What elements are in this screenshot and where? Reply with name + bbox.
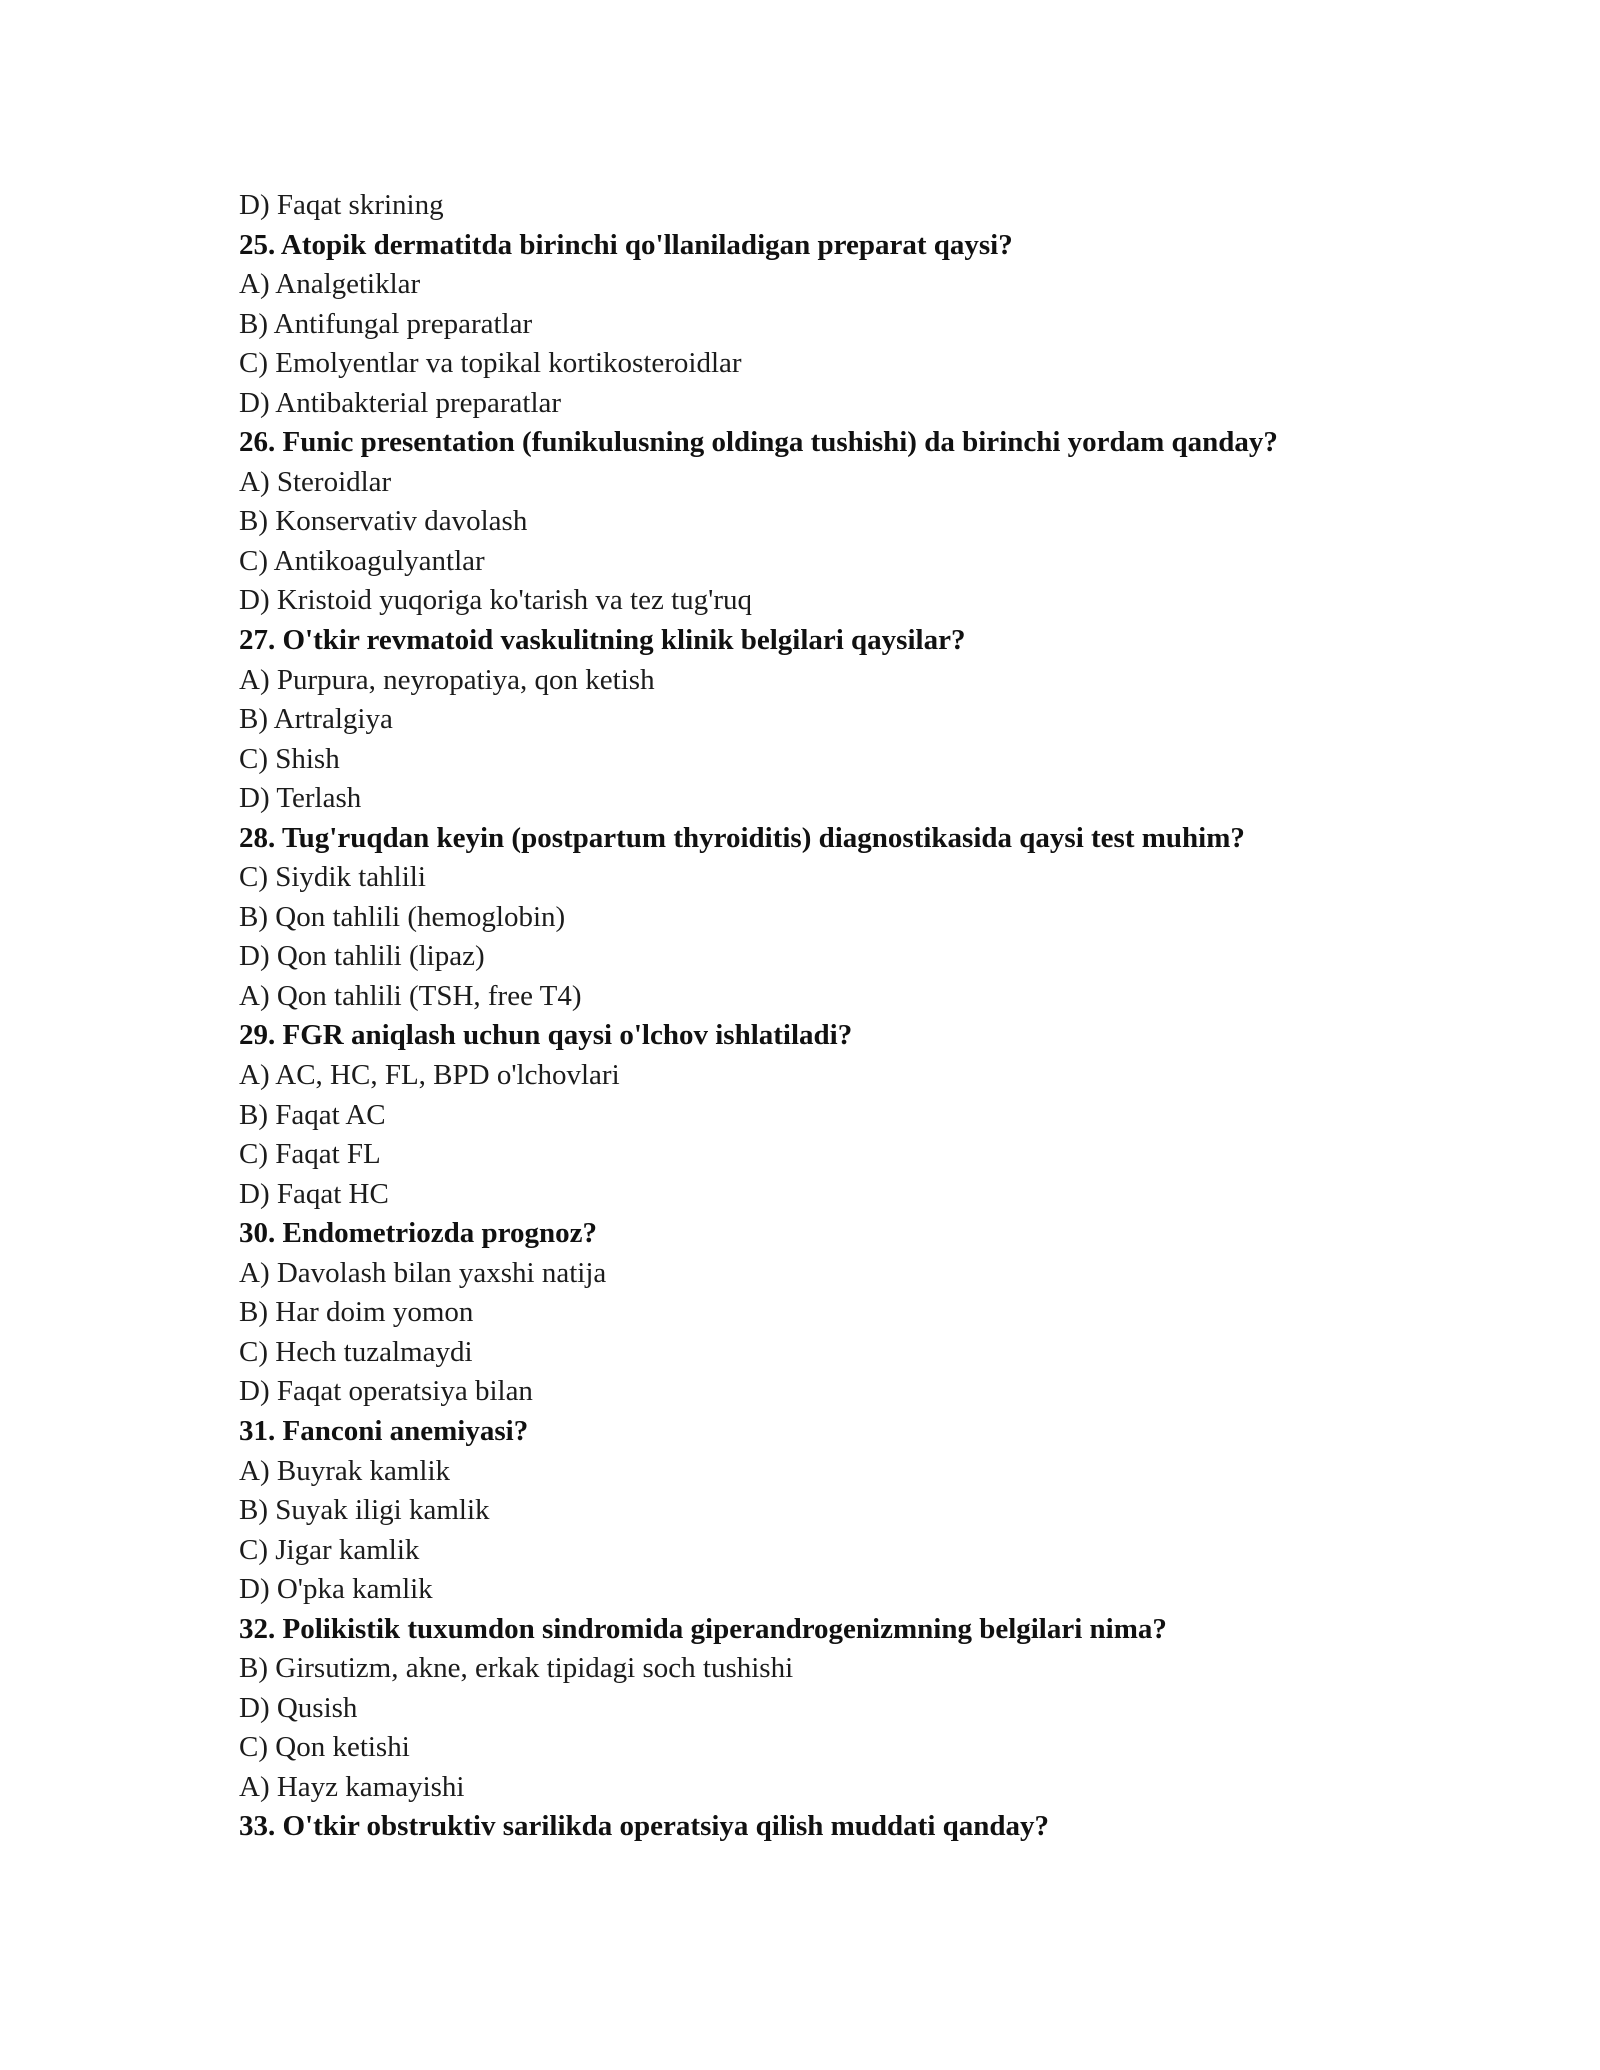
answer-option: D) O'pka kamlik bbox=[239, 1573, 433, 1606]
answer-option: A) AC, HC, FL, BPD o'lchovlari bbox=[239, 1059, 620, 1092]
question-heading: 30. Endometriozda prognoz? bbox=[239, 1217, 597, 1250]
answer-option: C) Shish bbox=[239, 742, 340, 775]
answer-option: A) Qon tahlili (TSH, free T4) bbox=[239, 979, 582, 1012]
answer-option: B) Faqat AC bbox=[239, 1098, 386, 1131]
answer-option: C) Hech tuzalmaydi bbox=[239, 1335, 473, 1368]
answer-option: D) Faqat operatsiya bilan bbox=[239, 1375, 533, 1408]
question-heading: 25. Atopik dermatitda birinchi qo'llaniladigan preparat qaysi? bbox=[239, 228, 1013, 261]
answer-option: C) Emolyentlar va topikal kortikosteroidlar bbox=[239, 347, 742, 380]
answer-option: A) Purpura, neyropatiya, qon ketish bbox=[239, 663, 655, 696]
answer-option: A) Analgetiklar bbox=[239, 268, 421, 301]
answer-option: D) Qusish bbox=[239, 1691, 358, 1724]
question-heading: 33. O'tkir obstruktiv sarilikda operatsiya qilish muddati qanday? bbox=[239, 1810, 1050, 1843]
answer-option: A) Davolash bilan yaxshi natija bbox=[239, 1256, 607, 1289]
answer-option: C) Faqat FL bbox=[239, 1138, 381, 1171]
answer-option: D) Faqat HC bbox=[239, 1177, 389, 1210]
document-page bbox=[239, 186, 1439, 1847]
answer-option: A) Hayz kamayishi bbox=[239, 1770, 465, 1803]
answer-option: B) Suyak iligi kamlik bbox=[239, 1494, 490, 1527]
answer-option: C) Siydik tahlili bbox=[239, 861, 426, 894]
answer-option: A) Steroidlar bbox=[239, 465, 392, 498]
answer-option: D) Antibakterial preparatlar bbox=[239, 386, 562, 419]
answer-option: A) Buyrak kamlik bbox=[239, 1454, 451, 1487]
answer-option: D) Kristoid yuqoriga ko'tarish va tez tug'ruq bbox=[239, 584, 753, 617]
answer-option: D) Terlash bbox=[239, 782, 362, 815]
answer-option: C) Jigar kamlik bbox=[239, 1533, 420, 1566]
answer-option: B) Antifungal preparatlar bbox=[239, 307, 533, 340]
answer-option: B) Girsutizm, akne, erkak tipidagi soch tushishi bbox=[239, 1652, 794, 1685]
answer-option: B) Har doim yomon bbox=[239, 1296, 474, 1329]
answer-option: D) Faqat skrining bbox=[239, 189, 444, 221]
answer-option: C) Antikoagulyantlar bbox=[239, 544, 485, 577]
answer-option: D) Qon tahlili (lipaz) bbox=[239, 940, 485, 973]
answer-option: B) Qon tahlili (hemoglobin) bbox=[239, 900, 566, 933]
question-heading: 32. Polikistik tuxumdon sindromida giperandrogenizmning belgilari nima? bbox=[239, 1612, 1167, 1645]
answer-option: B) Konservativ davolash bbox=[239, 505, 528, 538]
question-heading: 27. O'tkir revmatoid vaskulitning klinik belgilari qaysilar? bbox=[239, 624, 966, 657]
question-heading: 29. FGR aniqlash uchun qaysi o'lchov ishlatiladi? bbox=[239, 1019, 853, 1052]
answer-option: B) Artralgiya bbox=[239, 703, 393, 736]
question-heading: 26. Funic presentation (funikulusning oldinga tushishi) da birinchi yordam qanday? bbox=[239, 426, 1278, 459]
question-heading: 28. Tug'ruqdan keyin (postpartum thyroiditis) diagnostikasida qaysi test muhim? bbox=[239, 821, 1245, 854]
question-heading: 31. Fanconi anemiyasi? bbox=[239, 1414, 529, 1447]
answer-option: C) Qon ketishi bbox=[239, 1731, 410, 1764]
